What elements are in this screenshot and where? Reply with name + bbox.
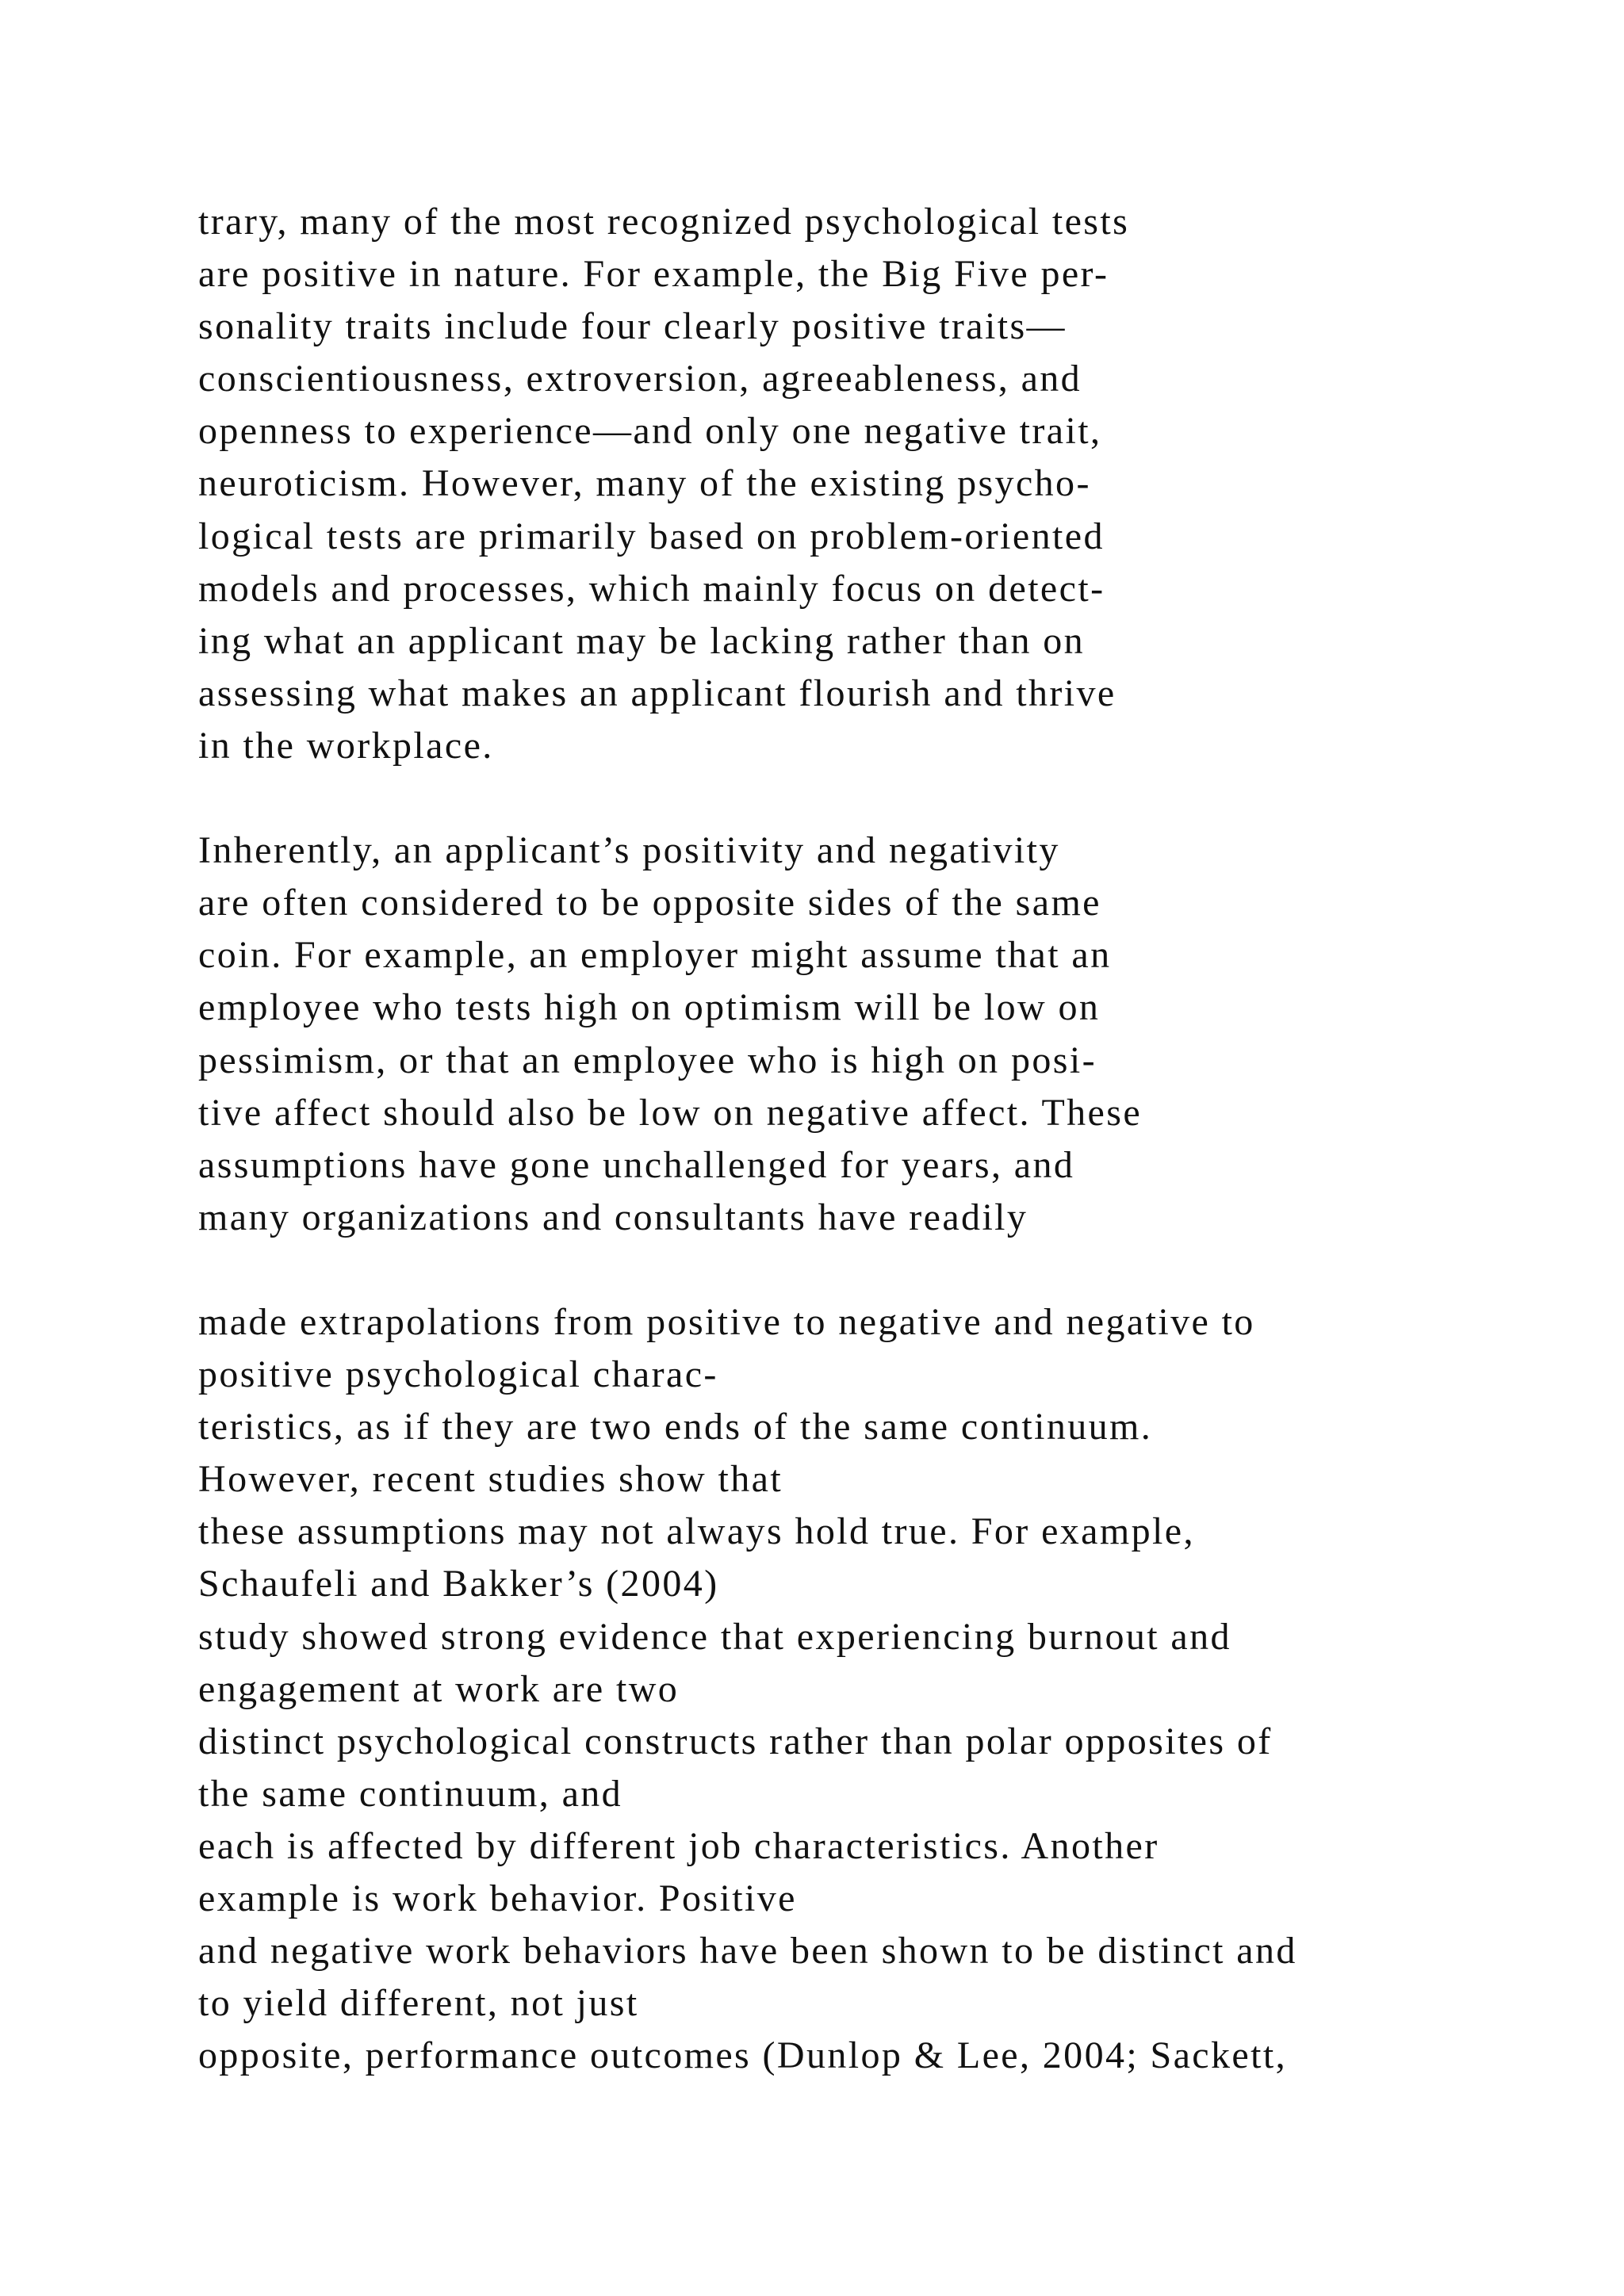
text-line: to yield different, not just [198, 1982, 639, 2025]
paragraph-gap [198, 772, 1546, 825]
text-line: Schaufeli and Bakker’s (2004) [198, 1563, 719, 1605]
text-line: each is affected by different job characteristics. Another [198, 1824, 1159, 1867]
text-line: in the workplace. [198, 724, 494, 767]
text-line: are positive in nature. For example, the Big Five per- [198, 253, 1109, 296]
text-line: logical tests are primarily based on problem-oriented [198, 515, 1105, 557]
text-line: conscientiousness, extroversion, agreeableness, and [198, 358, 1082, 400]
text-line: pessimism, or that an employee who is high on posi- [198, 1039, 1097, 1081]
text-line: employee who tests high on optimism will be low on [198, 986, 1101, 1029]
text-line: made extrapolations from positive to negative and negative to [198, 1300, 1255, 1343]
paragraph-1 [198, 196, 1546, 772]
text-line: However, recent studies show that [198, 1458, 783, 1501]
text-line: many organizations and consultants have readily [198, 1196, 1028, 1238]
text-line: Inherently, an applicant’s positivity and negativity [198, 829, 1060, 872]
text-line: openness to experience—and only one negative trait, [198, 410, 1102, 453]
body-text [198, 196, 1546, 2082]
text-line: neuroticism. However, many of the existing psycho- [198, 462, 1091, 505]
text-line: models and processes, which mainly focus on detect- [198, 567, 1105, 610]
text-line: assessing what makes an applicant flourish and thrive [198, 672, 1116, 714]
text-line: example is work behavior. Positive [198, 1877, 797, 1919]
paragraph-gap [198, 1244, 1546, 1296]
text-line: opposite, performance outcomes (Dunlop & Lee, 2004; Sackett, [198, 2034, 1287, 2077]
text-line: engagement at work are two [198, 1667, 680, 1710]
text-line: and negative work behaviors have been shown to be distinct and [198, 1930, 1297, 1973]
text-line: are often considered to be opposite sides of the same [198, 882, 1101, 924]
text-line: these assumptions may not always hold true. For example, [198, 1510, 1195, 1553]
text-line: trary, many of the most recognized psychological tests [198, 201, 1130, 243]
text-line: coin. For example, an employer might assume that an [198, 934, 1112, 977]
paragraph-3 [198, 1296, 1546, 2082]
text-line: sonality traits include four clearly positive traits— [198, 305, 1067, 348]
text-line: assumptions have gone unchallenged for years, and [198, 1143, 1075, 1186]
text-line: ing what an applicant may be lacking rather than on [198, 619, 1086, 662]
text-line: teristics, as if they are two ends of the same continuum. [198, 1406, 1153, 1448]
text-line: tive affect should also be low on negative affect. These [198, 1091, 1143, 1134]
text-line: study showed strong evidence that experiencing burnout and [198, 1615, 1231, 1658]
paragraph-2 [198, 825, 1546, 1244]
text-line: positive psychological charac- [198, 1353, 718, 1396]
text-line: the same continuum, and [198, 1772, 623, 1815]
text-line: distinct psychological constructs rather than polar opposites of [198, 1720, 1273, 1762]
